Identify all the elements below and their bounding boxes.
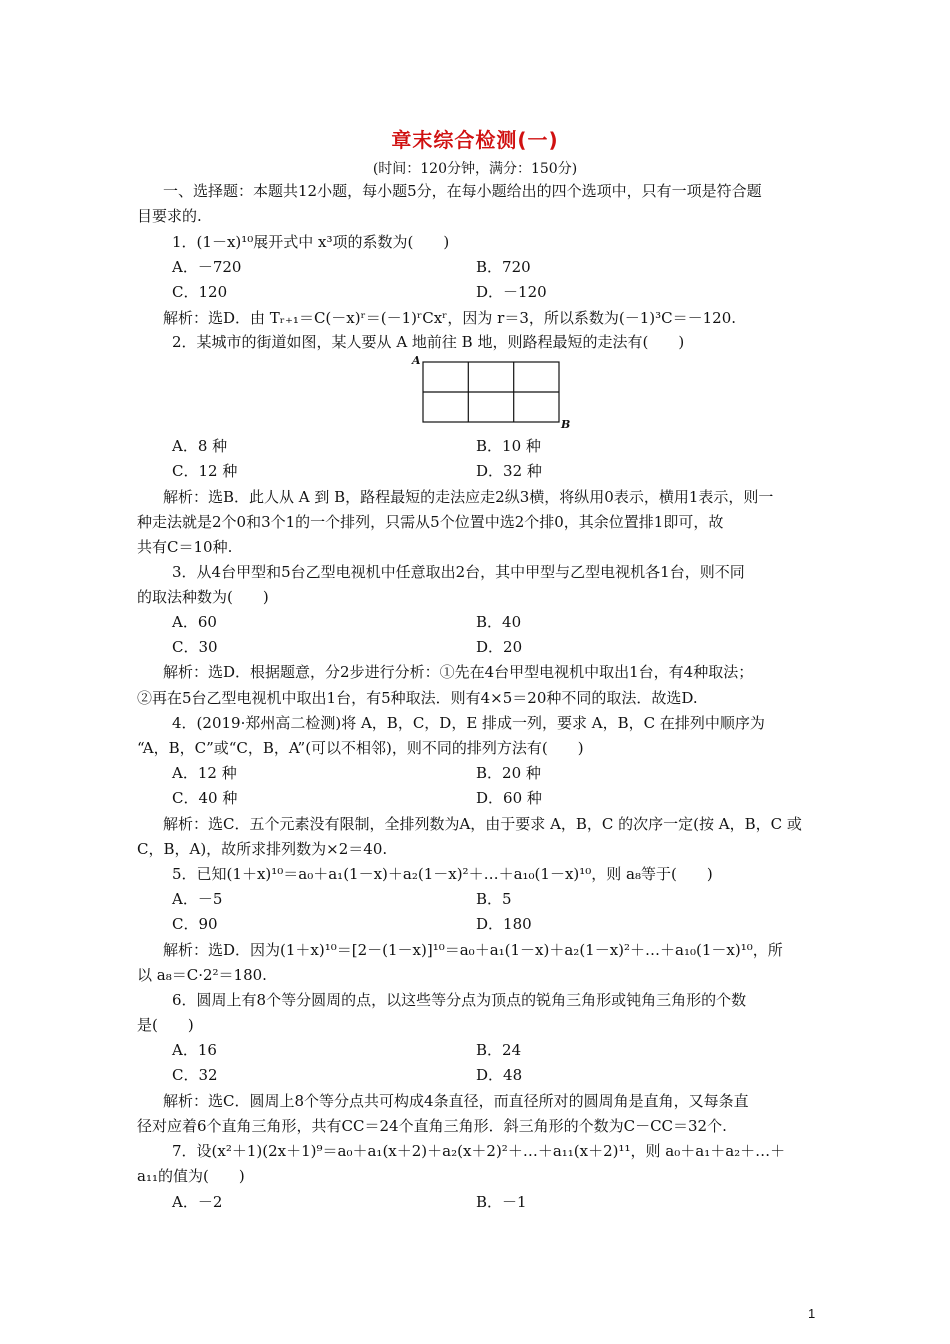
q7-option-b: B．－1 <box>476 1193 527 1211</box>
q1-stem: 1．(1－x)¹⁰展开式中 x³项的系数为( ) <box>172 233 450 251</box>
q2-analysis-3: 共有C＝10种. <box>137 538 233 556</box>
q2-option-b: B．10 种 <box>476 437 541 455</box>
q1-option-a: A．－720 <box>172 258 242 276</box>
q2-analysis-1: 解析：选B．此人从 A 到 B，路程最短的走法应走2纵3横，将纵用0表示，横用1表示，则一 <box>163 488 774 506</box>
q4-option-b: B．20 种 <box>476 764 541 782</box>
q1-analysis: 解析：选D．由 Tᵣ₊₁＝C(－x)ʳ＝(－1)ʳCxʳ，因为 r＝3，所以系数为(－1)³C＝－120. <box>163 309 737 327</box>
q6-analysis-1: 解析：选C．圆周上8个等分点共可构成4条直径，而直径所对的圆周角是直角，又每条直 <box>163 1092 749 1110</box>
q6-option-a: A．16 <box>172 1041 217 1059</box>
street-grid-svg <box>412 356 577 436</box>
q3-analysis-2: ②再在5台乙型电视机中取出1台，有5种取法．则有4×5＝20种不同的取法．故选D. <box>137 689 698 707</box>
page-title: 章末综合检测(一) <box>391 128 559 152</box>
q3-stem-2: 的取法种数为( ) <box>137 588 269 606</box>
q2-option-c: C．12 种 <box>172 462 238 480</box>
q7-stem-2: a₁₁的值为( ) <box>137 1167 245 1185</box>
q4-option-d: D．60 种 <box>476 789 542 807</box>
q1-option-c: C．120 <box>172 283 228 301</box>
page-number: 1 <box>808 1306 816 1321</box>
q2-analysis-2: 种走法就是2个0和3个1的一个排列，只需从5个位置中选2个排0，其余位置排1即可，故 <box>137 513 724 531</box>
q3-stem-1: 3．从4台甲型和5台乙型电视机中任意取出2台，其中甲型与乙型电视机各1台，则不同 <box>172 563 745 581</box>
q5-analysis-2: 以 a₈＝C·2²＝180. <box>137 966 267 984</box>
q6-stem-2: 是( ) <box>137 1016 194 1034</box>
q3-option-a: A．60 <box>172 613 217 631</box>
q2-option-a: A．8 种 <box>172 437 228 455</box>
q3-analysis-1: 解析：选D．根据题意，分2步进行分析：①先在4台甲型电视机中取出1台，有4种取法； <box>163 663 754 681</box>
q5-option-b: B．5 <box>476 890 512 908</box>
q5-analysis-1: 解析：选D．因为(1＋x)¹⁰＝[2－(1－x)]¹⁰＝a₀＋a₁(1－x)＋a₂(1－x)²＋…＋a₁₀(1－x)¹⁰，所 <box>163 941 783 959</box>
q6-option-c: C．32 <box>172 1066 218 1084</box>
q2-option-d: D．32 种 <box>476 462 542 480</box>
q7-option-a: A．－2 <box>172 1193 223 1211</box>
q4-option-a: A．12 种 <box>172 764 237 782</box>
q3-option-b: B．40 <box>476 613 522 631</box>
q4-stem-1: 4．(2019·郑州高二检测)将 A，B，C，D，E 排成一列，要求 A，B，C 在排列中顺序为 <box>172 714 765 732</box>
q2-stem: 2．某城市的街道如图，某人要从 A 地前往 B 地，则路程最短的走法有( ) <box>172 333 685 351</box>
section-heading: 一、选择题：本题共12小题，每小题5分，在每小题给出的四个选项中，只有一项是符合题 <box>163 182 762 200</box>
q5-option-d: D．180 <box>476 915 532 933</box>
q5-option-a: A．－5 <box>172 890 223 908</box>
q6-option-d: D．48 <box>476 1066 523 1084</box>
q1-option-b: B．720 <box>476 258 531 276</box>
q4-option-c: C．40 种 <box>172 789 238 807</box>
q5-option-c: C．90 <box>172 915 218 933</box>
q1-option-d: D．－120 <box>476 283 547 301</box>
q6-option-b: B．24 <box>476 1041 522 1059</box>
q6-stem-1: 6．圆周上有8个等分圆周的点，以这些等分点为顶点的锐角三角形或钝角三角形的个数 <box>172 991 747 1009</box>
street-grid-figure <box>412 356 577 436</box>
q3-option-c: C．30 <box>172 638 218 656</box>
section-heading-cont: 目要求的. <box>137 207 202 225</box>
q3-option-d: D．20 <box>476 638 523 656</box>
point-b-label: B <box>561 418 571 431</box>
q4-stem-2: “A，B，C”或“C，B，A”(可以不相邻)，则不同的排列方法有( ) <box>137 739 584 757</box>
q4-analysis-2: C，B，A)，故所求排列数为×2＝40. <box>137 840 388 858</box>
exam-time-info: (时间：120分钟，满分：150分) <box>372 161 578 177</box>
q5-stem: 5．已知(1＋x)¹⁰＝a₀＋a₁(1－x)＋a₂(1－x)²＋…＋a₁₀(1－x)¹⁰，则 a₈等于( ) <box>172 865 713 883</box>
q6-analysis-2: 径对应着6个直角三角形，共有CC＝24个直角三角形．斜三角形的个数为C－CC＝32个. <box>137 1117 727 1135</box>
q7-stem-1: 7．设(x²＋1)(2x＋1)⁹＝a₀＋a₁(x＋2)＋a₂(x＋2)²＋…＋a₁₁(x＋2)¹¹，则 a₀＋a₁＋a₂＋…＋ <box>172 1142 786 1160</box>
point-a-label: A <box>412 354 421 367</box>
q4-analysis-1: 解析：选C．五个元素没有限制，全排列数为A，由于要求 A，B，C 的次序一定(按 A，B，C 或 <box>163 815 802 833</box>
